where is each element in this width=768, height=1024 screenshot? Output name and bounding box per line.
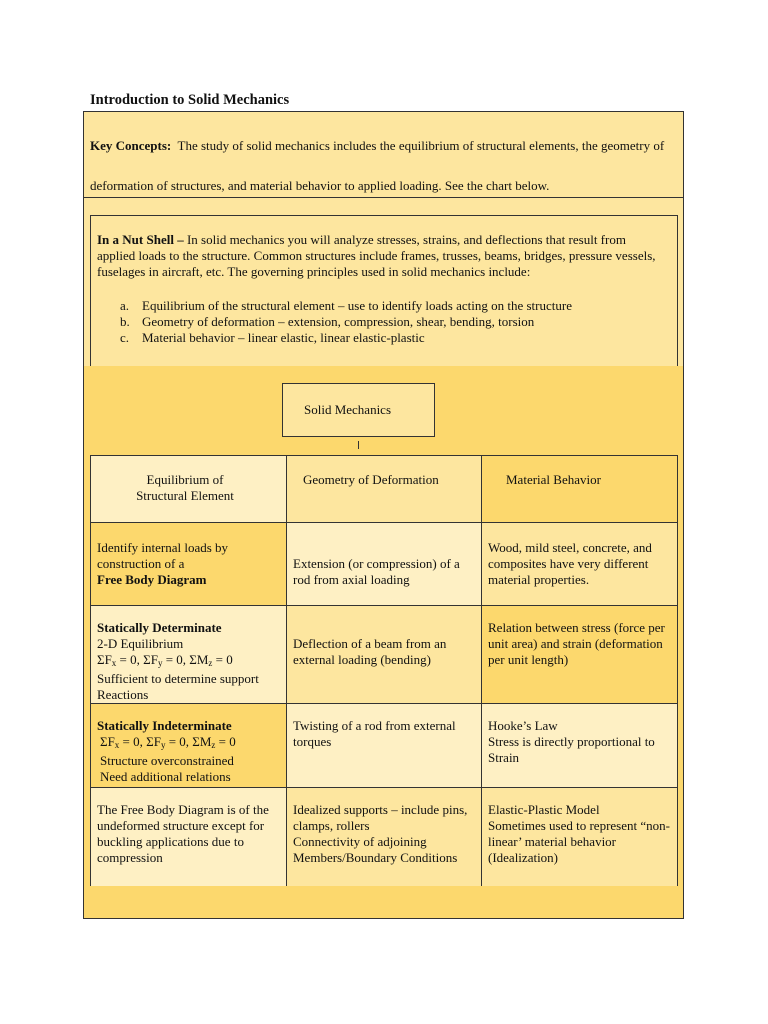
cell-title: Hooke’s Law (488, 718, 558, 733)
cell-text: Twisting of a rod from external torques (293, 718, 456, 749)
table-cell (91, 788, 287, 886)
cell-text: Wood, mild steel, concrete, and composites have very different material properties. (488, 540, 652, 587)
table-cell (91, 606, 287, 704)
header-geometry (287, 456, 482, 523)
cell-text: Need additional relations (100, 769, 231, 784)
table-row (91, 523, 678, 606)
header-material (482, 456, 678, 523)
table-row (91, 788, 678, 886)
page-title: Introduction to Solid Mechanics (90, 92, 290, 108)
cell-bold: Statically Determinate (97, 620, 222, 635)
table-cell (287, 788, 482, 886)
table-cell (287, 606, 482, 704)
table-cell (91, 523, 287, 606)
list-letter: c. (120, 330, 130, 345)
header-text: Equilibrium of Structural Element (136, 472, 234, 503)
cell-text: Extension (or compression) of a rod from axial loading (293, 556, 460, 587)
list-item (120, 298, 572, 314)
list-text: Equilibrium of the structural element – use to identify loads acting on the structure (142, 298, 572, 313)
list-text: Material behavior – linear elastic, linear elastic-plastic (142, 330, 425, 345)
connector-line (358, 441, 359, 449)
table-cell (91, 704, 287, 788)
key-concepts-text (90, 126, 670, 206)
header-text: Geometry of Deformation (303, 472, 439, 487)
cell-text: Sometimes used to represent “non-linear’ material behavior (Idealization) (488, 818, 670, 865)
cell-text: Relation between stress (force per unit area) and strain (deformation per unit length) (488, 620, 665, 667)
cell-title: Elastic-Plastic Model (488, 802, 600, 817)
nutshell-label: In a Nut Shell – (97, 232, 184, 247)
cell-text: 2-D Equilibrium (97, 636, 184, 651)
table-header-row (91, 456, 678, 523)
cell-text: Sufficient to determine support Reactions (97, 671, 259, 702)
table-cell (287, 523, 482, 606)
header-equilibrium (91, 456, 287, 523)
cell-text: Connectivity of adjoining Members/Boundary Conditions (293, 834, 458, 865)
equilibrium-equations: $\Sigma F_x = 0$, $\Sigma F_y = 0$, $\Sigma M_z = 0$ (100, 734, 236, 750)
table-cell (287, 704, 482, 788)
cell-text: Deflection of a beam from an external loading (bending) (293, 636, 447, 667)
nutshell-body: In solid mechanics you will analyze stresses, strains, and deflections that result from applied loads to the structure. Common structures include frames, trusses, beams, bridges, pressure vessels, fuselages in aircraft, etc. The governing principles used in solid mechanics include: (97, 232, 656, 279)
list-item (120, 330, 572, 346)
table-cell (482, 523, 678, 606)
cell-text: The Free Body Diagram is of the undeformed structure except for buckling applications due to compression (97, 802, 269, 865)
table-row (91, 606, 678, 704)
cell-text: Stress is directly proportional to Strain (488, 734, 655, 765)
list-text: Geometry of deformation – extension, compression, shear, bending, torsion (142, 314, 535, 329)
root-node-label: Solid Mechanics (304, 402, 392, 417)
header-text: Material Behavior (506, 472, 601, 487)
principles-list (120, 298, 572, 346)
cell-bold: Free Body Diagram (97, 572, 207, 587)
key-concepts-body: The study of solid mechanics includes the equilibrium of structural elements, the geometry of deformation of structures, and material behavior to applied loading. See the chart below. (90, 138, 665, 193)
cell-text: Identify internal loads by construction of a (97, 540, 229, 571)
table-cell (482, 788, 678, 886)
table-cell (482, 704, 678, 788)
cell-text: Structure overconstrained (100, 753, 234, 768)
cell-text: Idealized supports – include pins, clamps, rollers (293, 802, 468, 833)
table-row (91, 704, 678, 788)
concept-table (90, 455, 678, 886)
cell-bold: Statically Indeterminate (97, 718, 232, 733)
equilibrium-equations: $\Sigma F_x = 0$, $\Sigma F_y = 0$, $\Sigma M_z = 0$ (97, 652, 233, 668)
list-letter: b. (120, 314, 130, 329)
key-concepts-label: Key Concepts: (90, 138, 172, 153)
nutshell-text (97, 232, 667, 280)
list-letter: a. (120, 298, 130, 313)
list-item (120, 314, 572, 330)
table-cell (482, 606, 678, 704)
